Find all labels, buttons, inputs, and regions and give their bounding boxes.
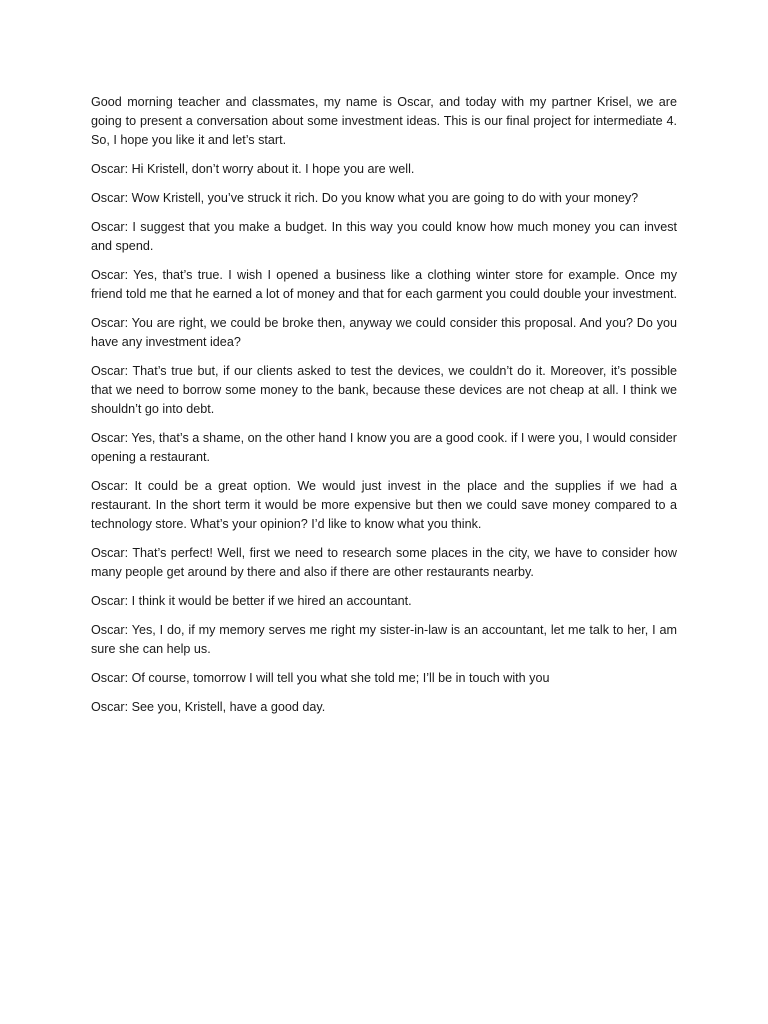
dialogue-line: Oscar: Yes, that’s a shame, on the other hand I know you are a good cook. if I were you, I would consider opening a restaurant.	[91, 431, 677, 464]
dialogue-line: Oscar: Wow Kristell, you’ve struck it rich. Do you know what you are going to do with your money?	[91, 191, 639, 205]
dialogue-line: Oscar: That’s perfect! Well, first we need to research some places in the city, we have to consider how many people get around by there and also if there are other restaurants nearby.	[91, 546, 677, 579]
dialogue-line: Oscar: I suggest that you make a budget. In this way you could know how much money you can invest and spend.	[91, 220, 677, 253]
dialogue-line: Oscar: Yes, that’s true. I wish I opened a business like a clothing winter store for example. Once my friend told me that he earned a lot of money and that for each garment you could double your investment.	[91, 268, 677, 301]
dialogue-line: Oscar: You are right, we could be broke then, anyway we could consider this proposal. And you? Do you have any investment idea?	[91, 316, 677, 349]
dialogue-line: Oscar: Of course, tomorrow I will tell you what she told me; I’ll be in touch with you	[91, 671, 550, 685]
dialogue-line: Oscar: Yes, I do, if my memory serves me right my sister-in-law is an accountant, let me talk to her, I am sure she can help us.	[91, 623, 677, 656]
dialogue-line: Oscar: It could be a great option. We would just invest in the place and the supplies if we had a restaurant. In the short term it would be more expensive but then we could save money compared to a technology store. What’s your opinion? I’d like to know what you think.	[91, 479, 677, 531]
dialogue-line: Oscar: See you, Kristell, have a good day.	[91, 700, 326, 714]
dialogue-line: Oscar: Hi Kristell, don’t worry about it. I hope you are well.	[91, 162, 415, 176]
document-body	[91, 93, 677, 727]
dialogue-line: Oscar: That’s true but, if our clients asked to test the devices, we couldn’t do it. Moreover, it’s possible that we need to borrow some money to the bank, because these devices are not cheap at all. I think we shouldn’t go into debt.	[91, 364, 677, 416]
dialogue-line: Oscar: I think it would be better if we hired an accountant.	[91, 594, 412, 608]
intro-paragraph: Good morning teacher and classmates, my name is Oscar, and today with my partner Krisel, we are going to present a conversation about some investment ideas. This is our final project for intermediate 4. So, I hope you like it and let’s start.	[91, 95, 677, 147]
